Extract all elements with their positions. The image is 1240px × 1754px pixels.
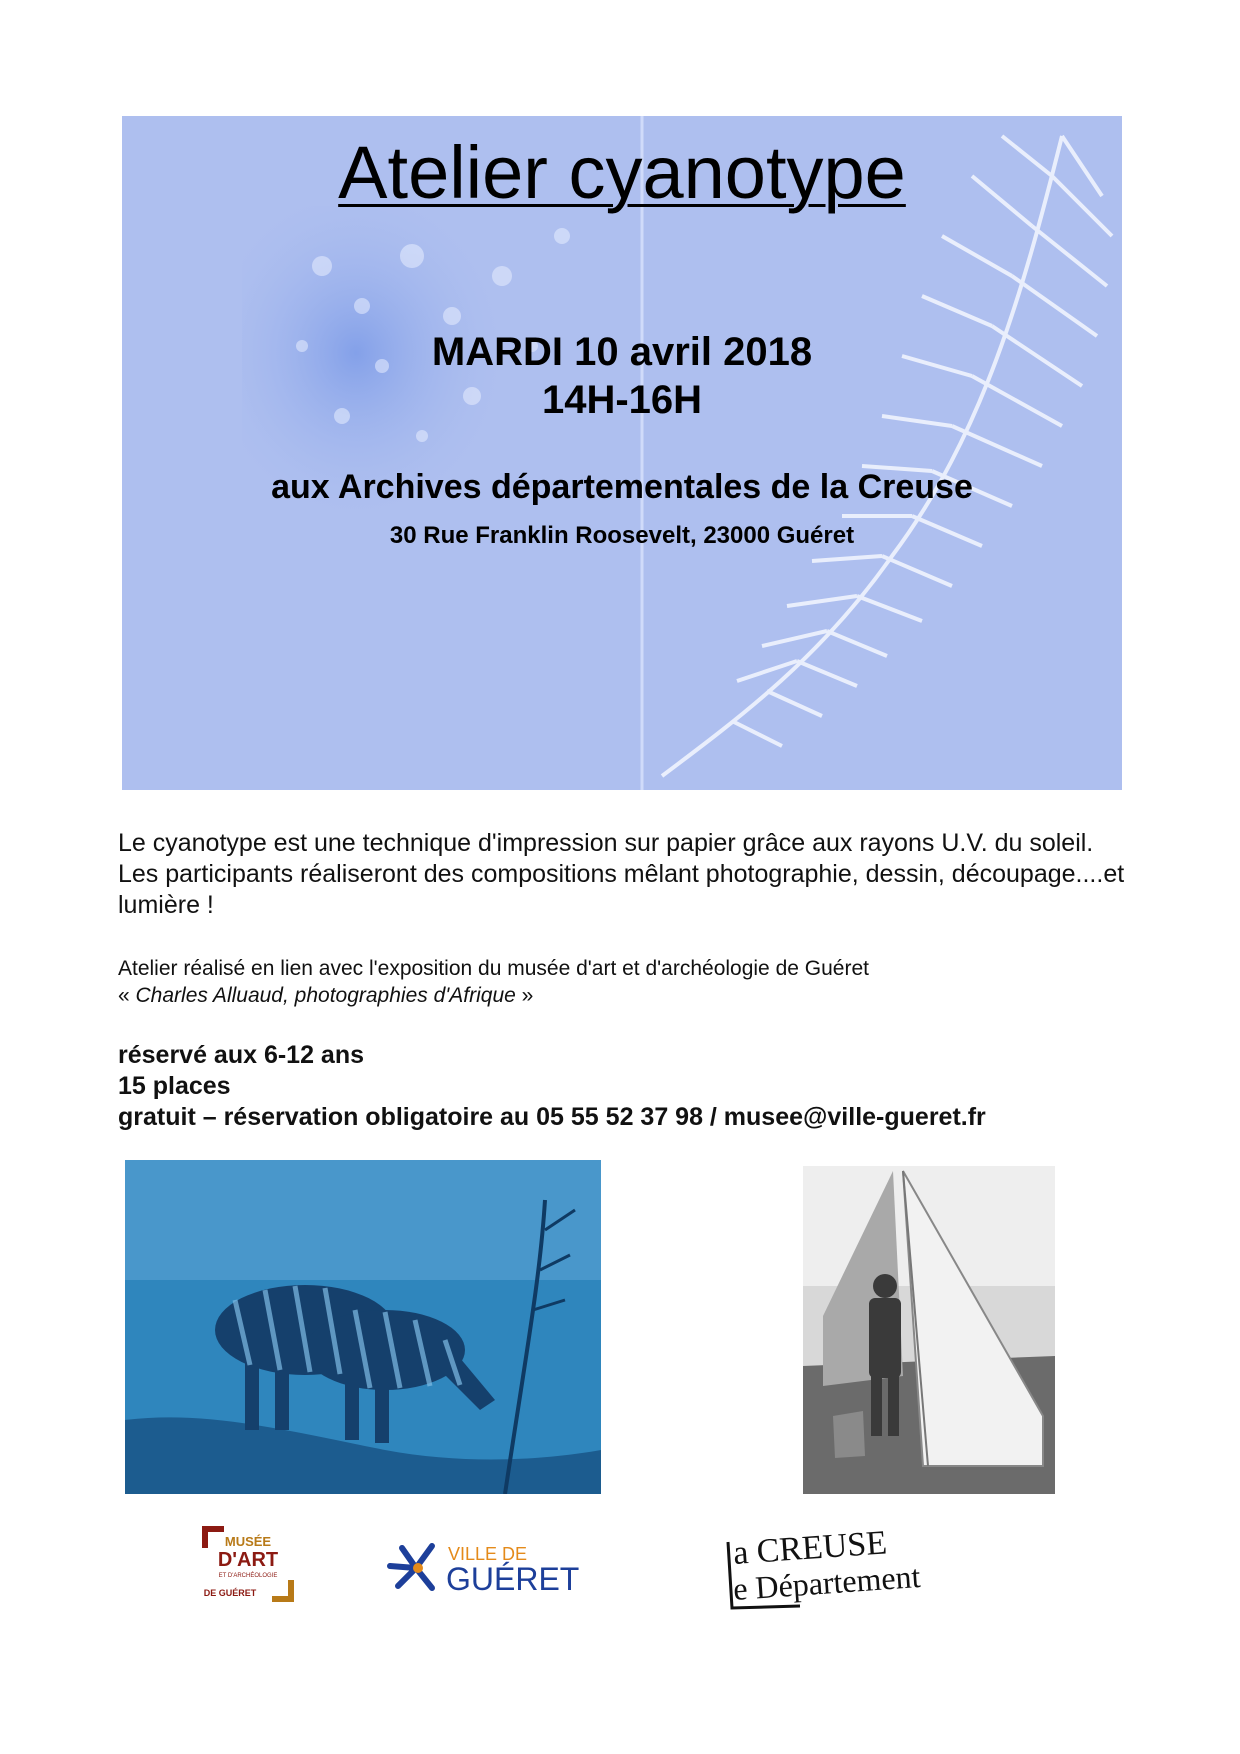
creuse-departement-logo [720, 1512, 1000, 1612]
intro-paragraph: Le cyanotype est une technique d'impression sur papier grâce aux rayons U.V. du soleil. Les participants réaliseront des compositions mêlant photographie, dessin, découpage....et lumière ! [118, 829, 1125, 919]
cyanotype-background-image [122, 116, 1122, 790]
ville-gueret-logo [384, 1538, 594, 1598]
musee-logo-line1: MUSÉE [224, 1534, 272, 1549]
musee-logo-line2: D'ART [217, 1549, 279, 1571]
exhibition-title: Charles Alluaud, photographies d'Afrique [135, 984, 516, 1007]
creuse-logo-line1: a CREUSE [731, 1524, 889, 1572]
quote-open: « [118, 984, 136, 1007]
booking-details [118, 1040, 986, 1133]
event-venue: aux Archives départementales de la Creuse [271, 468, 973, 506]
gueret-logo-line2: GUÉRET [446, 1561, 580, 1597]
event-date: MARDI 10 avril 2018 [431, 330, 813, 374]
cyanotype-banner [122, 116, 1122, 790]
age-range: réservé aux 6-12 ans [118, 1041, 365, 1069]
zebra-cyanotype-photo [125, 1160, 601, 1494]
musee-logo-line3: ET D'ARCHÉOLOGIE [218, 1573, 278, 1579]
page-title: Atelier cyanotype [338, 131, 906, 214]
exhibition-title-line [118, 982, 1128, 1009]
exhibition-note [118, 955, 1128, 1009]
gueret-logo-line1: VILLE DE [448, 1544, 528, 1564]
booking-info: gratuit – réservation obligatoire au 05 55 52 37 98 / musee@ville-gueret.fr [118, 1103, 986, 1131]
quote-close: » [515, 984, 534, 1007]
exhibition-note-line: Atelier réalisé en lien avec l'exposition du musée d'art et d'archéologie de Guéret [118, 957, 869, 980]
musee-logo-line4: DE GUÉRET [203, 1588, 257, 1598]
musee-gueret-logo [200, 1524, 296, 1604]
event-address: 30 Rue Franklin Roosevelt, 23000 Guéret [389, 522, 855, 549]
creuse-logo-line2: e Département [731, 1557, 922, 1607]
places-count: 15 places [118, 1072, 231, 1100]
tent-portrait-photo [803, 1166, 1055, 1494]
event-time: 14H-16H [541, 378, 703, 422]
